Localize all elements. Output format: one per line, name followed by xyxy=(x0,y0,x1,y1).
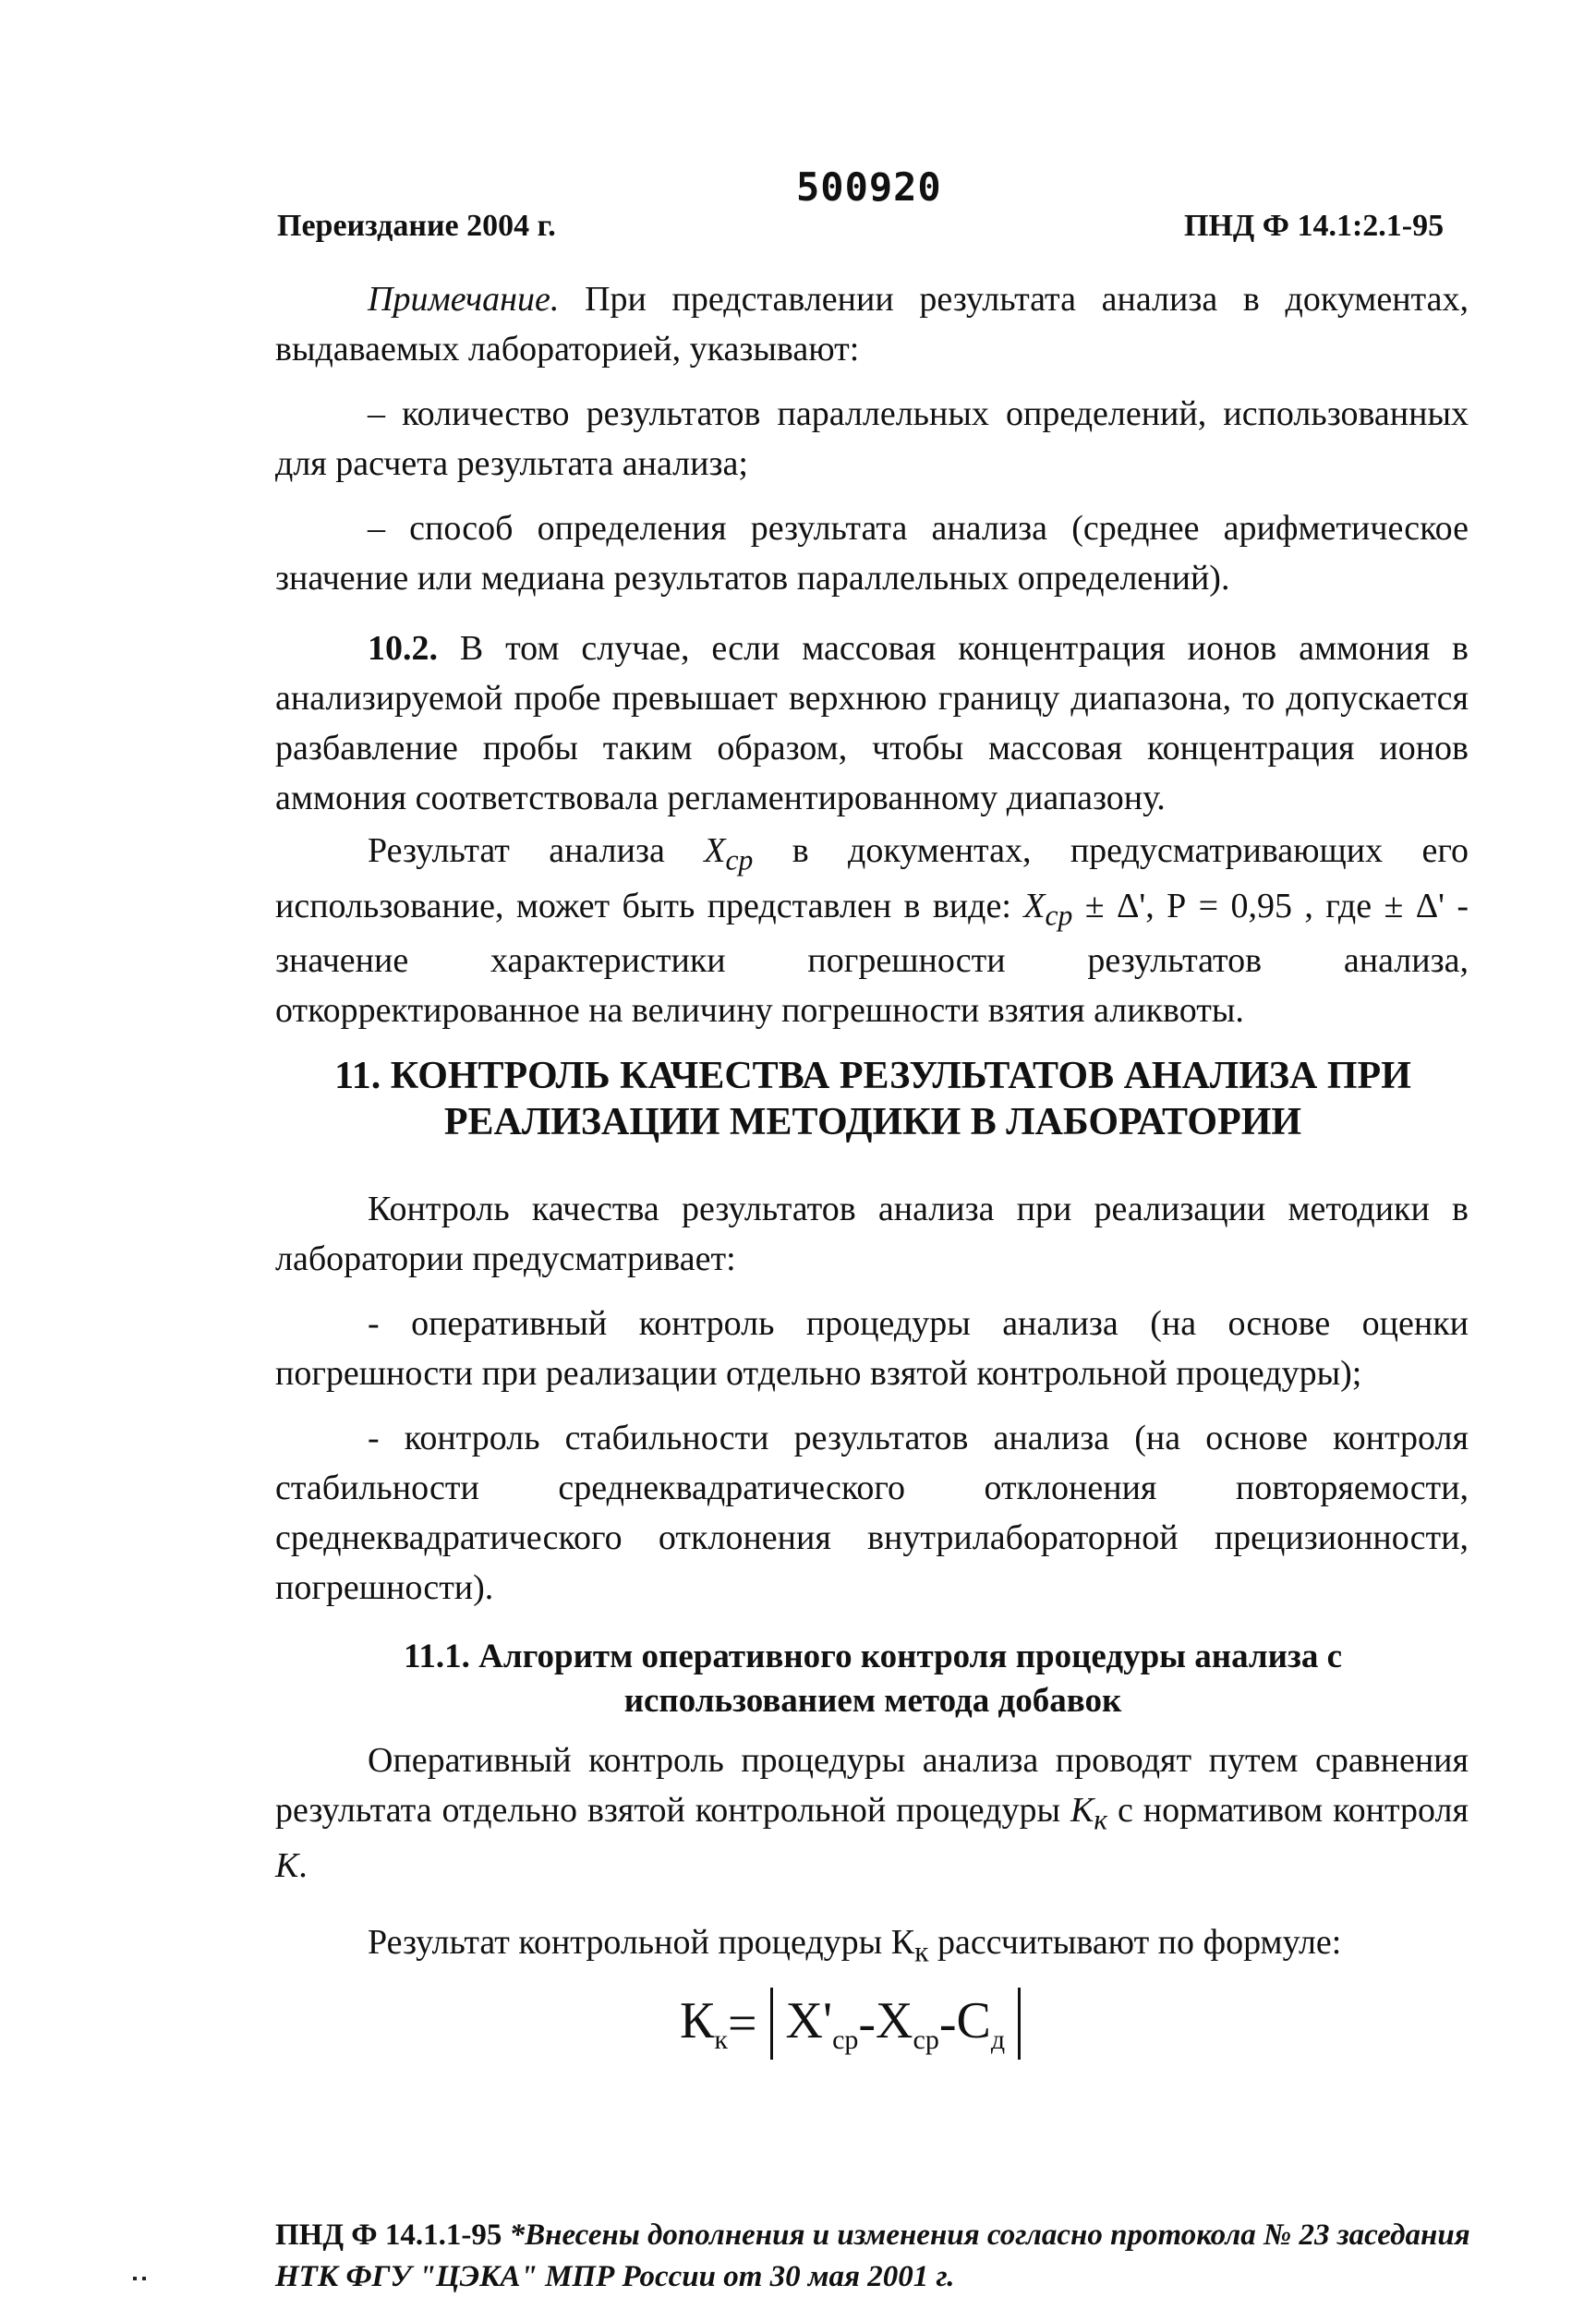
formula-equals: = xyxy=(727,1995,757,2052)
kk-formula xyxy=(680,1988,1034,2060)
footnote xyxy=(275,2215,1472,2297)
formula-minus-1: - xyxy=(858,1995,877,2052)
note-label: Примечание. xyxy=(368,280,560,319)
document-number: ПНД Ф 14.1:2.1-95 xyxy=(1184,209,1445,243)
section-11-heading: 11. КОНТРОЛЬ КАЧЕСТВА РЕЗУЛЬТАТОВ АНАЛИЗА ПРИ РЕАЛИЗАЦИИ МЕТОДИКИ В ЛАБОРАТОРИИ xyxy=(334,1055,1411,1144)
xcp-symbol: $X_{ср}$ xyxy=(704,831,754,876)
note-text: При представлении результата анализа в документах, выдаваемых лабораторией, указывают: xyxy=(275,280,1469,369)
note-item-1: – количество результатов параллельных определений, использованных для расчета результата анализа; xyxy=(275,393,1469,483)
section-11-1-paragraph-1: Оперативный контроль процедуры анализа проводят путем сравнения результата отдельно взятой контрольной процедуры $К_к$ с нормативом контроля К. xyxy=(275,1741,1469,1885)
note-paragraph xyxy=(275,275,1469,375)
note-item-2: – способ определения результата анализа (среднее арифметическое значение или медиана результатов параллельных определений). xyxy=(275,508,1469,598)
section-11-item-1: - оперативный контроль процедуры анализа (на основе оценки погрешности при реализации отдельно взятой контрольной процедуры); xyxy=(275,1303,1469,1393)
section-11-item-2: - контроль стабильности результатов анализа (на основе контроля стабильности среднеквадратического отклонения повторяемости, среднеквадратического отклонения внутрилабораторной прецизионности, погрешности). xyxy=(275,1418,1469,1607)
archive-stamp-number: 500920 xyxy=(796,164,942,210)
section-11-1-heading: 11.1. Алгоритм оперативного контроля процедуры анализа с использованием метода добавок xyxy=(403,1638,1343,1721)
abs-bar-left xyxy=(770,1988,773,2060)
footnote-mark: * xyxy=(509,2218,526,2252)
section-11-1-body xyxy=(275,1736,1469,1974)
paragraph-10-2 xyxy=(275,624,1469,824)
result-text-1: Результат анализа xyxy=(368,831,705,870)
section-11-body xyxy=(275,1185,1469,1614)
note-block xyxy=(275,275,1469,604)
footnote-text: Внесены дополнения и изменения согласно протокола № 23 заседания НТК ФГУ "ЦЭКА" МПР России от 30 мая 2001 г. xyxy=(275,2218,1470,2293)
formula-xcp-prime: $X'_{ср}$ xyxy=(785,1991,859,2056)
abs-bar-right xyxy=(1018,1988,1021,2060)
formula-lhs: $К_к$ xyxy=(680,1991,728,2056)
paragraph-number: 10.2. xyxy=(368,629,438,668)
xcp-symbol-2: $X_{ср}$ xyxy=(1023,886,1073,932)
formula-xcp: $X_{ср}$ xyxy=(876,1991,939,2056)
scan-specks xyxy=(133,2268,155,2274)
result-paragraph xyxy=(275,827,1469,1036)
reissue-label: Переиздание 2004 г. xyxy=(277,209,556,243)
section-11-1-paragraph-2: Результат контрольной процедуры $К_к$ рассчитывают по формуле: xyxy=(368,1923,1342,1969)
result-text-3: ± Δ', Р = 0,95 , где ± Δ' - значение характеристики погрешности результатов анализа, откорректированное на величину погрешности взятия аликвоты. xyxy=(275,886,1469,1031)
formula-minus-2: - xyxy=(938,1995,957,2052)
section-11-intro: Контроль качества результатов анализа при реализации методики в лаборатории предусматривает: xyxy=(275,1190,1469,1278)
paragraph-10-2-text: В том случае, если массовая концентрация ионов аммония в анализируемой пробе превышает верхнюю границу диапазона, то допускается разбавление пробы таким образом, чтобы массовая концентрация ионов аммония соответствовала регламентированному диапазону. xyxy=(275,629,1469,817)
footnote-ref: ПНД Ф 14.1.1-95 xyxy=(275,2218,502,2252)
result-text-2: в документах, предусматривающих его использование, может быть представлен в виде: xyxy=(275,831,1469,925)
formula-cd: $C_д$ xyxy=(956,1991,1006,2056)
